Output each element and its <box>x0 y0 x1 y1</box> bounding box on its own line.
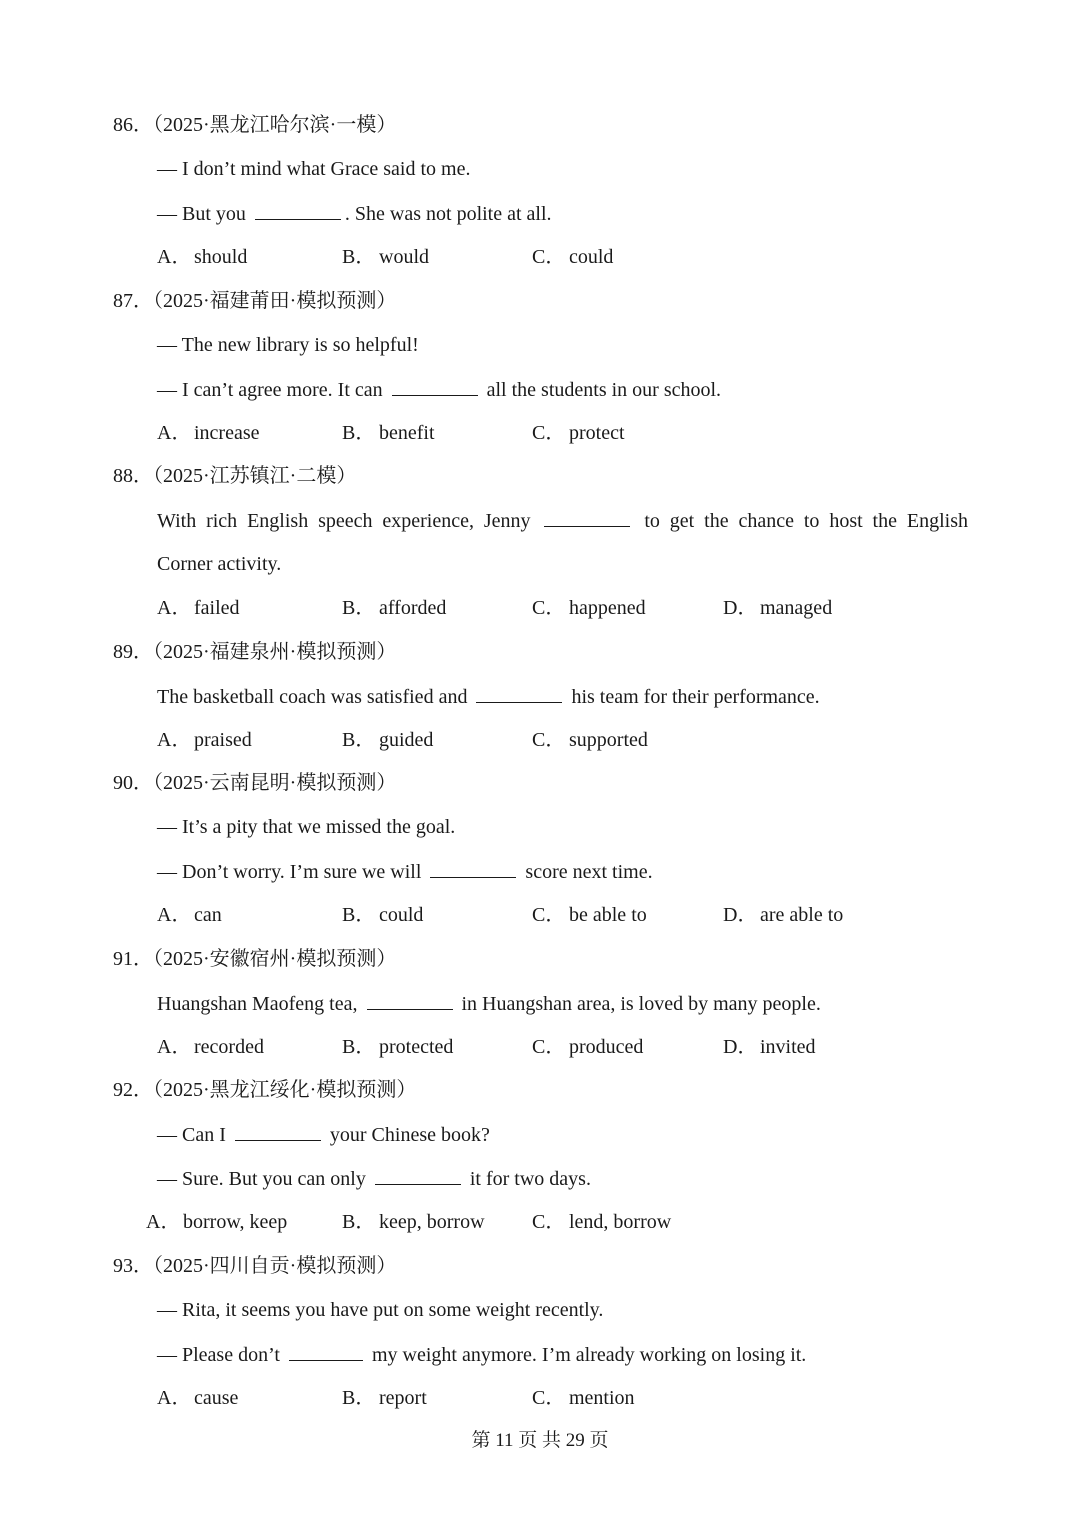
options-row <box>157 594 977 622</box>
question-line <box>157 1164 591 1193</box>
option-text: praised <box>194 729 252 751</box>
question-number: 88． <box>113 465 153 487</box>
question-line <box>157 506 968 535</box>
option-a <box>157 901 222 929</box>
option-letter: B． <box>342 1036 376 1058</box>
option-c <box>532 1208 671 1236</box>
option-letter: C． <box>532 597 566 619</box>
option-letter: B． <box>342 1387 376 1409</box>
option-letter: A． <box>157 597 192 619</box>
option-c <box>532 901 647 929</box>
option-text: could <box>569 246 614 268</box>
question-line <box>157 989 821 1018</box>
options-row <box>157 243 977 271</box>
option-a <box>157 1033 264 1061</box>
question-header <box>113 111 396 139</box>
option-letter: C． <box>532 1211 566 1233</box>
question-header <box>113 1076 416 1104</box>
option-text: recorded <box>194 1036 264 1058</box>
answer-blank <box>289 1340 363 1361</box>
option-letter: B． <box>342 597 376 619</box>
question-source: （2025·云南昆明·模拟预测） <box>153 772 397 794</box>
question-header <box>113 462 356 490</box>
option-letter: A． <box>157 246 192 268</box>
question-source: （2025·福建莆田·模拟预测） <box>153 290 397 312</box>
option-letter: C． <box>532 1387 566 1409</box>
option-c <box>532 726 648 754</box>
answer-blank <box>544 506 630 527</box>
option-a <box>157 419 260 447</box>
option-text: increase <box>194 422 260 444</box>
answer-blank <box>375 1164 461 1185</box>
option-text: guided <box>379 729 434 751</box>
question-text: — It’s a pity that we missed the goal. <box>157 816 456 838</box>
option-letter: C． <box>532 246 566 268</box>
page-footer: 第 11 页 共 29 页 <box>471 1430 609 1451</box>
question-text: — The new library is so helpful! <box>157 334 419 356</box>
question-number: 92． <box>113 1079 153 1101</box>
question-text: to get the chance to host the English <box>634 510 968 532</box>
option-d <box>723 901 843 929</box>
question-number: 91． <box>113 948 153 970</box>
option-text: managed <box>760 597 833 619</box>
question-header <box>113 1252 396 1280</box>
option-b <box>342 901 423 929</box>
option-letter: A． <box>157 1387 192 1409</box>
option-c <box>532 594 646 622</box>
question-line <box>157 1120 490 1149</box>
option-letter: C． <box>532 1036 566 1058</box>
option-a <box>146 1208 287 1236</box>
option-text: report <box>379 1387 427 1409</box>
option-text: supported <box>569 729 648 751</box>
question-header <box>113 287 396 315</box>
option-text: happened <box>569 597 646 619</box>
option-text: would <box>379 246 429 268</box>
question-text: — Please don’t <box>157 1344 285 1366</box>
option-letter: B． <box>342 729 376 751</box>
question-source: （2025·安徽宿州·模拟预测） <box>153 948 397 970</box>
option-b <box>342 419 435 447</box>
option-text: benefit <box>379 422 435 444</box>
question-number: 87． <box>113 290 153 312</box>
question-text: — I don’t mind what Grace said to me. <box>157 158 471 180</box>
options-row <box>146 1208 966 1236</box>
question-header <box>113 769 396 797</box>
question-line <box>157 331 419 359</box>
question-line <box>157 1296 603 1324</box>
question-text: — Sure. But you can only <box>157 1168 371 1190</box>
option-a <box>157 1384 238 1412</box>
question-text: in Huangshan area, is loved by many people. <box>456 993 821 1015</box>
question-text: — But you <box>157 203 251 225</box>
option-text: mention <box>569 1387 635 1409</box>
option-letter: B． <box>342 246 376 268</box>
question-text: Huangshan Maofeng tea, <box>157 993 363 1015</box>
question-text: his team for their performance. <box>566 686 820 708</box>
option-a <box>157 243 247 271</box>
option-a <box>157 594 240 622</box>
option-c <box>532 1384 635 1412</box>
question-text: — Rita, it seems you have put on some weight recently. <box>157 1299 604 1321</box>
option-b <box>342 243 429 271</box>
option-text: cause <box>194 1387 239 1409</box>
options-row <box>157 726 977 754</box>
option-letter: B． <box>342 422 376 444</box>
option-a <box>157 726 252 754</box>
option-letter: B． <box>342 1211 376 1233</box>
question-line <box>157 813 455 841</box>
option-letter: C． <box>532 904 566 926</box>
option-text: be able to <box>569 904 647 926</box>
question-text: With rich English speech experience, Jenny <box>157 510 541 532</box>
question-text: — Can I <box>157 1124 231 1146</box>
question-text: all the students in our school. <box>481 379 722 401</box>
question-text: my weight anymore. I’m already working on losing it. <box>366 1344 807 1366</box>
option-letter: A． <box>157 1036 192 1058</box>
option-text: afforded <box>379 597 447 619</box>
option-letter: C． <box>532 729 566 751</box>
question-number: 93． <box>113 1255 153 1277</box>
option-text: produced <box>569 1036 644 1058</box>
options-row <box>157 1384 977 1412</box>
question-text: The basketball coach was satisfied and <box>157 686 473 708</box>
option-d <box>723 1033 816 1061</box>
option-text: should <box>194 246 248 268</box>
question-number: 86． <box>113 114 153 136</box>
option-c <box>532 1033 643 1061</box>
option-b <box>342 1208 485 1236</box>
question-line <box>157 1340 806 1369</box>
option-text: protect <box>569 422 625 444</box>
question-source: （2025·黑龙江哈尔滨·一模） <box>153 114 397 136</box>
answer-blank <box>430 857 516 878</box>
option-text: protected <box>379 1036 454 1058</box>
option-text: lend, borrow <box>569 1211 672 1233</box>
answer-blank <box>367 989 453 1010</box>
option-letter: A． <box>157 904 192 926</box>
option-text: can <box>194 904 222 926</box>
option-letter: A． <box>146 1211 181 1233</box>
option-letter: B． <box>342 904 376 926</box>
option-letter: D． <box>723 1036 758 1058</box>
option-letter: D． <box>723 597 758 619</box>
option-b <box>342 594 446 622</box>
question-header <box>113 945 396 973</box>
question-text: Corner activity. <box>157 553 282 575</box>
options-row <box>157 419 977 447</box>
option-letter: C． <box>532 422 566 444</box>
question-number: 90． <box>113 772 153 794</box>
question-line <box>157 375 721 404</box>
question-line <box>157 155 470 183</box>
question-source: （2025·黑龙江绥化·模拟预测） <box>153 1079 417 1101</box>
option-letter: D． <box>723 904 758 926</box>
question-line <box>157 199 552 228</box>
option-b <box>342 1384 427 1412</box>
question-text: score next time. <box>520 861 653 883</box>
option-c <box>532 243 613 271</box>
option-b <box>342 726 433 754</box>
option-b <box>342 1033 453 1061</box>
question-source: （2025·江苏镇江·二模） <box>153 465 357 487</box>
option-text: could <box>379 904 424 926</box>
option-text: failed <box>194 597 240 619</box>
question-text: it for two days. <box>464 1168 591 1190</box>
option-c <box>532 419 625 447</box>
question-text: — I can’t agree more. It can <box>157 379 388 401</box>
question-text: — Don’t worry. I’m sure we will <box>157 861 427 883</box>
question-line <box>157 550 281 578</box>
answer-blank <box>392 375 478 396</box>
option-text: invited <box>760 1036 816 1058</box>
answer-blank <box>476 682 562 703</box>
answer-blank <box>235 1120 321 1141</box>
question-line <box>157 682 820 711</box>
answer-blank <box>255 199 341 220</box>
question-header <box>113 638 396 666</box>
option-text: borrow, keep <box>183 1211 288 1233</box>
options-row <box>157 901 977 929</box>
option-text: are able to <box>760 904 844 926</box>
question-text: your Chinese book? <box>324 1124 490 1146</box>
question-source: （2025·福建泉州·模拟预测） <box>153 641 397 663</box>
option-d <box>723 594 832 622</box>
question-text: . She was not polite at all. <box>344 203 552 225</box>
question-source: （2025·四川自贡·模拟预测） <box>153 1255 397 1277</box>
option-letter: A． <box>157 729 192 751</box>
options-row <box>157 1033 977 1061</box>
question-line <box>157 857 653 886</box>
option-letter: A． <box>157 422 192 444</box>
question-number: 89． <box>113 641 153 663</box>
option-text: keep, borrow <box>379 1211 485 1233</box>
